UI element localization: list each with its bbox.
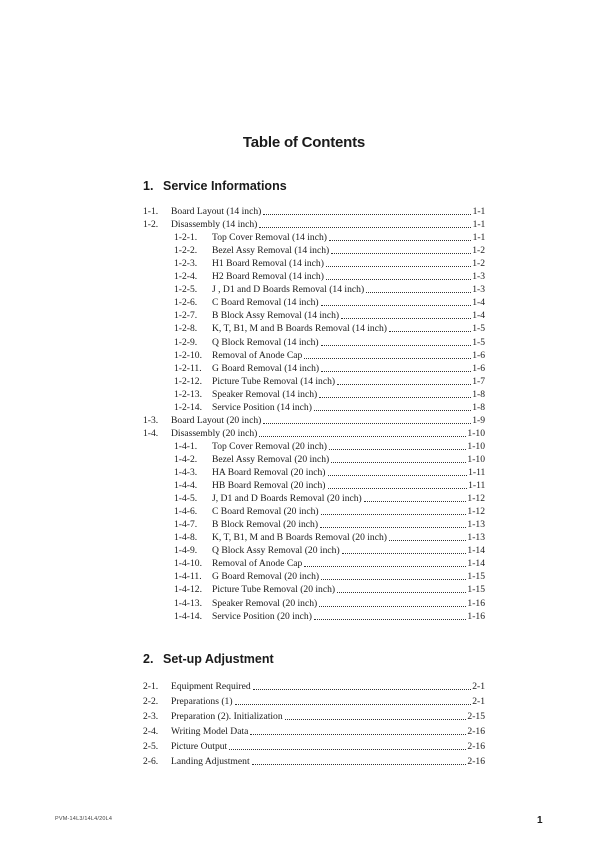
toc-entry-page: 1-6 <box>472 362 485 374</box>
toc-entry <box>0 350 608 362</box>
toc-entry-page: 1-9 <box>472 414 485 426</box>
dot-leader <box>319 606 466 607</box>
toc-entry-title: Removal of Anode Cap <box>212 558 303 570</box>
toc-entry-number: 2-1. <box>143 681 159 692</box>
toc-entry <box>0 532 608 544</box>
toc-entry-page: 1-10 <box>467 453 485 465</box>
toc-entry <box>0 598 608 610</box>
toc-entry-number: 1-4-7. <box>174 519 198 531</box>
toc-entry-title: J, D1 and D Boards Removal (20 inch) <box>212 493 362 505</box>
toc-entry-number: 1-4-1. <box>174 440 198 452</box>
toc-entry-page: 1-3 <box>472 271 485 283</box>
dot-leader <box>229 749 466 750</box>
toc-entry <box>0 258 608 270</box>
page-title: Table of Contents <box>242 134 366 151</box>
toc-entry-page: 1-7 <box>472 375 485 387</box>
toc-entry-page: 1-5 <box>472 323 485 335</box>
toc-entry <box>0 726 608 738</box>
toc-entry-title: Disassembly (20 inch) <box>171 427 258 439</box>
toc-entry-number: 1-2-2. <box>174 245 198 257</box>
dot-leader <box>253 689 471 690</box>
toc-entry-page: 1-2 <box>472 245 485 257</box>
toc-entry-number: 1-2-1. <box>174 232 198 244</box>
toc-entry-title: Top Cover Removal (20 inch) <box>212 440 327 452</box>
toc-entry-page: 1-12 <box>467 506 485 518</box>
toc-entry-number: 1-4-11. <box>174 571 202 583</box>
toc-entry <box>0 297 608 309</box>
toc-entry-page: 1-11 <box>468 467 485 478</box>
section-title: Set-up Adjustment <box>163 652 274 666</box>
toc-entry-number: 1-4-2. <box>174 453 198 465</box>
dot-leader <box>252 764 466 765</box>
toc-entry-page: 1-14 <box>467 558 485 570</box>
section-number: 2. <box>143 652 154 666</box>
toc-entry-number: 1-4-5. <box>174 493 198 505</box>
dot-leader <box>314 619 466 620</box>
toc-entry-title: Q Block Removal (14 inch) <box>212 336 319 348</box>
toc-entry <box>0 756 608 768</box>
toc-entry <box>0 454 608 466</box>
toc-entry-title: Service Position (20 inch) <box>212 610 312 622</box>
toc-entry-title: Picture Output <box>171 740 228 752</box>
toc-entry <box>0 284 608 296</box>
toc-entry-number: 1-4-14. <box>174 610 202 622</box>
toc-entry-number: 1-2-11. <box>174 362 202 374</box>
toc-entry-title: B Block Removal (20 inch) <box>212 519 319 531</box>
toc-entry <box>0 245 608 257</box>
dot-leader <box>235 704 471 705</box>
toc-entry-number: 1-2-9. <box>174 336 198 348</box>
toc-entry <box>0 323 608 335</box>
toc-entry <box>0 206 608 218</box>
toc-entry-page: 2-1 <box>472 695 485 707</box>
toc-entry-title: Q Block Assy Removal (20 inch) <box>212 545 340 557</box>
section-heading-1 <box>143 179 287 193</box>
toc-entry <box>0 467 608 479</box>
toc-entry <box>0 232 608 244</box>
dot-leader <box>250 734 466 735</box>
toc-entry-page: 2-16 <box>467 755 485 767</box>
toc-entry-page: 2-15 <box>467 710 485 722</box>
toc-entry-number: 1-2-7. <box>174 310 198 322</box>
toc-entry-number: 1-2. <box>143 219 159 231</box>
toc-entry-title: Board Layout (20 inch) <box>171 414 262 426</box>
toc-entry-number: 1-1. <box>143 206 159 217</box>
toc-entry-page: 2-1 <box>472 681 485 692</box>
toc-entry <box>0 696 608 708</box>
section-title: Service Informations <box>163 179 287 193</box>
toc-entry-title: Speaker Removal (20 inch) <box>212 597 318 609</box>
toc-entry <box>0 545 608 557</box>
toc-entry-page: 1-3 <box>472 284 485 296</box>
toc-entry-title: G Board Removal (20 inch) <box>212 571 320 583</box>
toc-entry-page: 1-12 <box>467 493 485 505</box>
toc-entry-title: Writing Model Data <box>171 725 249 737</box>
toc-entry-title: HB Board Removal (20 inch) <box>212 480 326 492</box>
toc-entry-title: Speaker Removal (14 inch) <box>212 388 318 400</box>
toc-entry-number: 1-2-13. <box>174 388 202 400</box>
toc-entry-number: 1-2-14. <box>174 401 202 413</box>
toc-entry <box>0 558 608 570</box>
toc-entry <box>0 611 608 623</box>
toc-entry-page: 2-16 <box>467 740 485 752</box>
toc-entry <box>0 584 608 596</box>
toc-entry-title: K, T, B1, M and B Boards Removal (20 inch) <box>212 532 387 544</box>
document-code: PVM-14L3/14L4/20L4 <box>55 816 113 822</box>
toc-entry-title: Landing Adjustment <box>171 755 250 767</box>
toc-entry-title: Board Layout (14 inch) <box>171 206 262 217</box>
toc-entry-title: B Block Assy Removal (14 inch) <box>212 310 340 322</box>
toc-entry-number: 1-4-4. <box>174 480 198 492</box>
toc-entry-title: Preparation (2). Initialization <box>171 710 283 722</box>
toc-entry <box>0 310 608 322</box>
toc-entry-number: 1-4-6. <box>174 506 198 518</box>
toc-entry-title: Service Position (14 inch) <box>212 401 312 413</box>
toc-entry-page: 1-13 <box>467 519 485 531</box>
toc-entry-title: Bezel Assy Removal (14 inch) <box>212 245 330 257</box>
toc-entry-page: 1-11 <box>468 480 485 492</box>
toc-entry-title: Removal of Anode Cap <box>212 349 303 361</box>
toc-entry <box>0 415 608 427</box>
toc-entry-number: 1-2-5. <box>174 284 198 296</box>
toc-entry-title: Preparations (1) <box>171 695 233 707</box>
toc-entry-page: 1-16 <box>467 610 485 622</box>
toc-entry-title: Bezel Assy Removal (20 inch) <box>212 453 330 465</box>
toc-entry-page: 1-1 <box>472 219 485 231</box>
toc-entry <box>0 219 608 231</box>
dot-leader <box>263 214 471 215</box>
toc-entry-page: 1-4 <box>472 310 485 322</box>
toc-entry <box>0 480 608 492</box>
toc-entry-page: 1-8 <box>472 388 485 400</box>
toc-entry <box>0 337 608 349</box>
toc-entry-number: 1-4-10. <box>174 558 202 570</box>
toc-entry <box>0 519 608 531</box>
toc-entry-number: 2-4. <box>143 725 159 737</box>
dot-leader <box>304 566 466 567</box>
toc-entry-page: 1-13 <box>467 532 485 544</box>
toc-entry-page: 1-8 <box>472 401 485 413</box>
section-number: 1. <box>143 179 154 193</box>
toc-entry-number: 2-3. <box>143 710 159 722</box>
toc-entry-number: 1-2-6. <box>174 297 198 309</box>
toc-entry-page: 1-15 <box>467 584 485 596</box>
toc-entry <box>0 441 608 453</box>
toc-entry <box>0 493 608 505</box>
toc-entry-number: 1-2-3. <box>174 258 198 270</box>
toc-entry <box>0 363 608 375</box>
toc-entry <box>0 428 608 440</box>
toc-entry-title: C Board Removal (20 inch) <box>212 506 319 518</box>
toc-entry-title: Equipment Required <box>171 681 251 692</box>
toc-entry-number: 2-2. <box>143 695 159 707</box>
toc-entry-title: Top Cover Removal (14 inch) <box>212 232 327 244</box>
toc-entry-number: 1-2-10. <box>174 349 202 361</box>
toc-entry-page: 1-1 <box>472 232 485 244</box>
toc-entry-page: 1-15 <box>467 571 485 583</box>
toc-entry-page: 1-2 <box>472 258 485 270</box>
toc-entry-page: 1-10 <box>467 440 485 452</box>
toc-entry-number: 1-4-13. <box>174 597 202 609</box>
toc-entry-title: H1 Board Removal (14 inch) <box>212 258 324 270</box>
toc-entry-page: 1-6 <box>472 349 485 361</box>
toc-entry-number: 2-6. <box>143 755 159 767</box>
toc-entry <box>0 506 608 518</box>
toc-entry-title: HA Board Removal (20 inch) <box>212 467 326 478</box>
toc-entry-title: Picture Tube Removal (20 inch) <box>212 584 336 596</box>
dot-leader <box>259 227 471 228</box>
toc-entry-number: 1-4-8. <box>174 532 198 544</box>
toc-entry-page: 1-5 <box>472 336 485 348</box>
toc-entry <box>0 571 608 583</box>
dot-leader <box>285 719 466 720</box>
toc-entry-number: 1-4-3. <box>174 467 198 478</box>
toc-entry <box>0 711 608 723</box>
toc-entry-title: C Board Removal (14 inch) <box>212 297 319 309</box>
toc-entry-number: 2-5. <box>143 740 159 752</box>
toc-entry-page: 1-10 <box>467 427 485 439</box>
toc-entry-number: 1-2-12. <box>174 375 202 387</box>
dot-leader <box>259 436 466 437</box>
toc-entry <box>0 376 608 388</box>
toc-entry-page: 1-16 <box>467 597 485 609</box>
toc-entry-number: 1-4. <box>143 427 159 439</box>
toc-entry-number: 1-3. <box>143 414 159 426</box>
toc-entry <box>0 389 608 401</box>
toc-entry-number: 1-4-9. <box>174 545 198 557</box>
toc-entry-number: 1-2-8. <box>174 323 198 335</box>
toc-entry-title: G Board Removal (14 inch) <box>212 362 320 374</box>
toc-entry-page: 1-1 <box>472 206 485 217</box>
toc-entry <box>0 741 608 753</box>
dot-leader <box>263 423 471 424</box>
toc-entry-title: Picture Tube Removal (14 inch) <box>212 375 336 387</box>
toc-entry-number: 1-2-4. <box>174 271 198 283</box>
toc-entry-title: J , D1 and D Boards Removal (14 inch) <box>212 284 365 296</box>
toc-entry <box>0 681 608 693</box>
toc-entry-page: 2-16 <box>467 725 485 737</box>
toc-entry-title: K, T, B1, M and B Boards Removal (14 inch) <box>212 323 387 335</box>
toc-entry-page: 1-14 <box>467 545 485 557</box>
section-heading-2 <box>143 652 274 666</box>
toc-entry-title: H2 Board Removal (14 inch) <box>212 271 324 283</box>
toc-entry-number: 1-4-12. <box>174 584 202 596</box>
toc-entry <box>0 271 608 283</box>
page-number: 1 <box>537 815 543 826</box>
toc-entry <box>0 402 608 414</box>
toc-entry-title: Disassembly (14 inch) <box>171 219 258 231</box>
toc-entry-page: 1-4 <box>472 297 485 309</box>
